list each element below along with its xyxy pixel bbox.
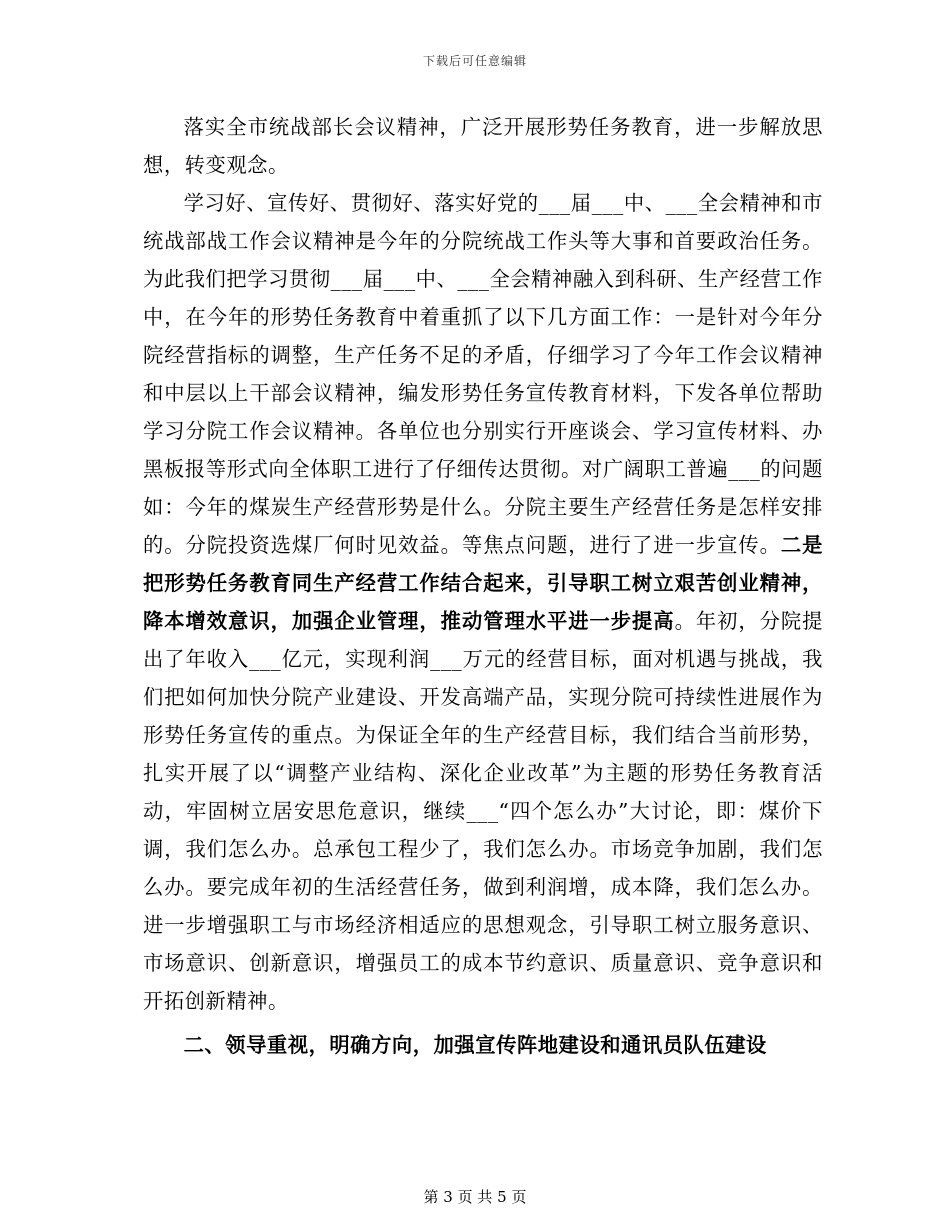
page-footer: 第 3 页 共 5 页 (423, 1188, 527, 1206)
section-heading: 二、领导重视，明确方向，加强宣传阵地建设和通讯员队伍建设 (183, 1033, 767, 1057)
document-body (143, 108, 823, 1064)
paragraph-2-text: 学习好、宣传好、贯彻好、落实好党的___届___中、___全会精神和市统战部战工作会议精神是今年的分院统战工作头等大事和首要政治任务。为此我们把学习贯彻___届___中、___全会精神融入到科研、生产经营工作中，在今年的形势任务教育中着重抓了以下几方面工作：一是针对今年分院经营指标的调整，生产任务不足的矛盾，仔细学习了今年工作会议精神和中层以上干部会议精神，编发形势任务宣传教育材料，下发各单位帮助学习分院工作会议精神。各单位也分别实行开座谈会、学习宣传材料、办黑板报等形式向全体职工进行了仔细传达贯彻。对广阔职工普遍___的问题如：今年的煤炭生产经营形势是什么。分院主要生产经营任务是怎样安排的。分院投资选煤厂何时见效益。等焦点问题，进行了进一步宣传。 (143, 191, 823, 557)
page-header: 下载后可任意编辑 (422, 54, 527, 68)
paragraph-2-tail-text: 。年初，分院提出了年收入___亿元，实现利润___万元的经营目标，面对机遇与挑战，我们把如何加快分院产业建设、开发高端产品，实现分院可持续性进展作为形势任务宣传的重点。为保证全年的生产经营目标，我们结合当前形势，扎实开展了以“调整产业结构、深化企业改革”为主题的形势任务教育活动，牢固树立居安思危意识，继续___“四个怎么办”大讨论，即：煤价下调，我们怎么办。总承包工程少了，我们怎么办。市场竞争加剧，我们怎么办。要完成年初的生活经营任务，做到利润增，成本降，我们怎么办。进一步增强职工与市场经济相适应的思想观念，引导职工树立服务意识、市场意识、创新意识，增强员工的成本节约意识、质量意识、竞争意识和开拓创新精神。 (143, 609, 823, 1013)
paragraph-1: 落实全市统战部长会议精神，广泛开展形势任务教育，进一步解放思想，转变观念。 (143, 115, 823, 177)
paragraph-2 (143, 184, 823, 1020)
paragraph-2-bold-text: 二是把形势任务教育同生产经营工作结合起来，引导职工树立艰苦创业精神，降本增效意识，加强企业管理，推动管理水平进一步提高 (143, 533, 823, 633)
